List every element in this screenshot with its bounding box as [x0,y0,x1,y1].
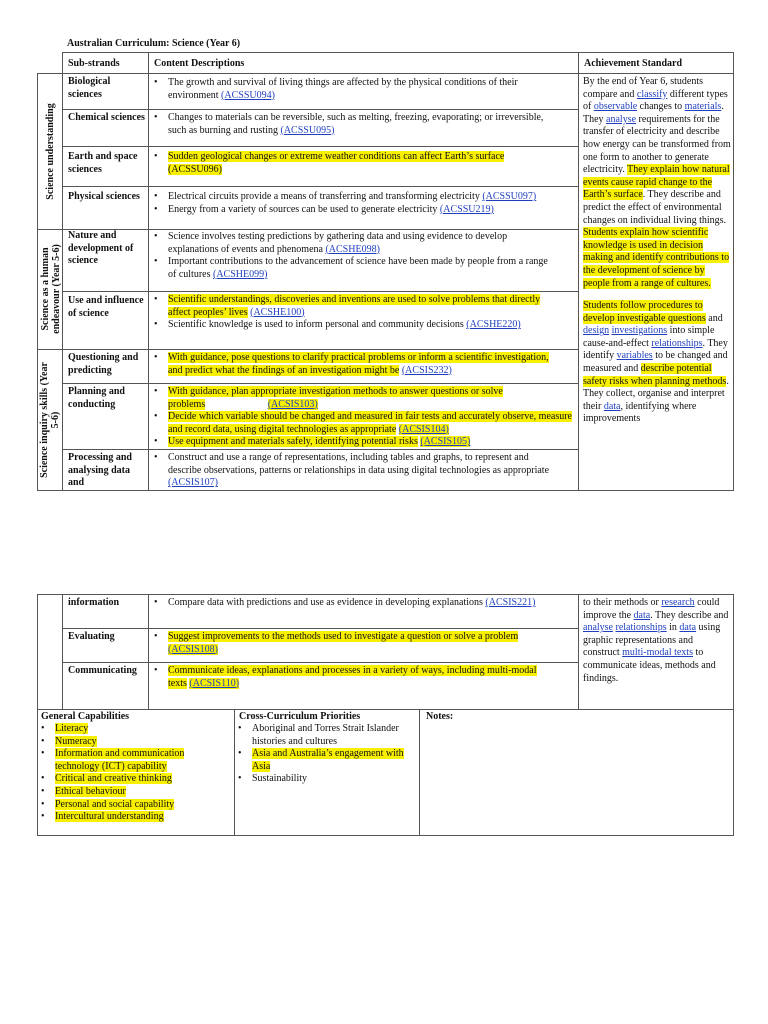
content-cell [148,291,579,350]
content-list-planning [151,386,576,449]
content-list-chemical [151,112,551,137]
achievement-cell-cont [578,594,734,710]
link-investigations[interactable]: investigations [611,325,668,337]
code-link[interactable]: (ACSHE220) [466,319,521,331]
link-materials[interactable]: materials [684,101,722,113]
content-cell [148,229,579,292]
code-link[interactable]: (ACSIS104) [398,423,449,435]
content-cell [148,73,579,110]
achievement-cell [578,73,734,491]
code-link[interactable]: (ACSIS107) [168,477,219,489]
content-item: • Compare data with predictions and use as evidence in developing explanations (ACSIS221) [151,597,576,610]
content-header: Content Descriptions [154,58,245,69]
content-item: • Scientific knowledge is used to inform personal and community decisions (ACSHE220) [151,319,556,332]
code-link[interactable]: (ACSHE099) [213,268,268,280]
substrand-information: information [68,597,120,608]
strand-label-inquiry-line1: Science inquiry skills (Year [39,362,50,478]
content-list-information [151,597,576,610]
content-cell [148,146,579,187]
substrand-cell [62,383,149,450]
priority-item: • Sustainability [235,773,415,786]
notes-heading: Notes: [426,711,454,722]
capability-item: • Information and communication technology (ICT) capability [38,748,228,773]
code-link[interactable]: (ACSSU094) [221,89,275,101]
substrand-evaluating: Evaluating [68,631,115,642]
content-item: • Changes to materials can be reversible, such as melting, freezing, evaporating; or irreversible, such as burning and rusting (ACSSU095) [151,112,551,137]
link-observable[interactable]: observable [593,101,638,113]
content-item: • Energy from a variety of sources can be used to generate electricity (ACSSU219) [151,204,576,217]
substrand-cell [62,291,149,350]
link-data[interactable]: data [633,609,651,621]
content-cell [148,594,579,629]
code-link[interactable]: (ACSSU097) [482,191,537,202]
code-link[interactable]: (ACSIS108) [168,643,219,655]
content-header-cell [148,52,579,74]
achievement-text-cont: to their methods or research could improve the data. They describe and analyse relationships in data using graphic representations and construct multi-modal texts to communicate ideas, methods and findings. [583,597,729,684]
content-list-biological [151,77,566,102]
substrand-cell [62,594,149,629]
link-classify[interactable]: classify [636,88,668,100]
substrand-cell [62,449,149,491]
link-relationships[interactable]: relationships [615,622,667,634]
code-link[interactable]: (ACSIS110) [189,677,240,689]
general-capabilities-heading: General Capabilities [41,711,130,722]
general-capabilities-cell [37,709,235,836]
code-link[interactable]: (ACSIS221) [485,597,536,608]
content-item: • Scientific understandings, discoveries and inventions are used to solve problems that directly affect peoples’ lives (ACSHE100) [151,294,556,319]
capability-item: • Critical and creative thinking [38,773,228,786]
content-item: • Important contributions to the advancement of science have been made by people from a range of cultures (ACSHE099) [151,256,556,281]
code-link[interactable]: (ACSIS105) [420,436,471,448]
substrand-biological: Biological sciences [68,76,111,100]
content-list-nature [151,231,556,281]
capability-item: • Literacy [38,723,228,736]
link-research[interactable]: research [661,597,695,608]
cross-curriculum-cell [234,709,420,836]
content-cell [148,383,579,450]
strand-label-endeavour-line1: Science as a human [40,247,51,331]
capability-item: • Numeracy [38,736,228,749]
priority-item: • Aboriginal and Torres Strait Islander histories and cultures [235,723,415,748]
content-item: • Use equipment and materials safely, identifying potential risks (ACSIS105) [151,436,576,449]
content-item: • With guidance, pose questions to clarify practical problems or inform a scientific investigation, and predict what the findings of an investigation might be (ACSIS232) [151,352,556,377]
strand-label-endeavour-line2: endeavour (Year 5-6) [51,244,62,334]
link-design[interactable]: design [583,325,610,337]
substrand-cell [62,628,149,663]
code-link[interactable]: (ACSHE098) [325,243,380,255]
link-relationships[interactable]: relationships [651,337,703,349]
strand-cell-inquiry [37,349,63,491]
code-link[interactable]: (ACSSU095) [280,124,335,136]
substrand-chemical: Chemical sciences [68,112,145,123]
substrand-cell [62,662,149,710]
content-list-physical [151,191,576,216]
substrand-nature-development: Nature and development of science [68,230,134,267]
substrand-cell [62,186,149,230]
content-item: • The growth and survival of living things are affected by the physical conditions of their environment (ACSSU094) [151,77,566,102]
content-item: • Electrical circuits provide a means of transferring and transforming electricity (ACSSU097) [151,191,576,204]
content-list-communicating [151,665,551,690]
substrand-cell [62,146,149,187]
content-list-evaluating [151,631,556,656]
content-list-earth [151,151,551,176]
achievement-header: Achievement Standard [584,58,683,69]
code-link[interactable]: (ACSSU096) [168,163,222,175]
capability-item: • Personal and social capability [38,799,228,812]
content-item: • Science involves testing predictions by gathering data and using evidence to develop explanations of events and phenomena (ACSHE098) [151,231,556,256]
cross-curriculum-heading: Cross-Curriculum Priorities [239,711,361,722]
content-cell [148,186,579,230]
substrand-communicating: Communicating [68,665,137,676]
content-item: • Decide which variable should be changed and measured in fair tests and accurately observe, measure and record data, using digital technologies as appropriate (ACSIS104) [151,411,576,436]
strand-cell-endeavour [37,229,63,350]
content-item: • With guidance, plan appropriate investigation methods to answer questions or solve problems (ACSIS103) [151,386,576,411]
link-variables[interactable]: variables [616,350,653,362]
strand-label-endeavour [40,229,62,349]
content-cell [148,109,579,147]
substrand-processing: Processing and analysing data and [68,452,132,489]
substrand-questioning: Questioning and predicting [68,352,139,376]
strand-label-inquiry [39,350,61,490]
substrands-header: Sub-strands [68,58,120,69]
substrand-use-influence: Use and influence of science [68,295,144,319]
link-data[interactable]: data [679,622,697,634]
code-link[interactable]: (ACSHE100) [250,306,305,318]
substrand-cell [62,229,149,292]
content-list-use [151,294,556,332]
strand-cell-inquiry-cont [37,594,63,710]
content-item: • Suggest improvements to the methods used to investigate a question or solve a problem (ACSIS108) [151,631,556,656]
content-list-questioning [151,352,556,377]
content-cell [148,349,579,384]
notes-cell [419,709,734,836]
substrand-cell [62,109,149,147]
achievement-text: By the end of Year 6, students compare and classify different types of observable changes to materials. They analyse requirements for the transfer of electricity and describe how energy can be transformed from one form to another to generate electricity. They explain how natural events cause rapid change to the Earth’s surface. They describe and predict the effect of environmental changes on individual living things. Students explain how scientific knowledge is used in decision making and identify contributions to the development of science by people from a range of cultures. Students follow procedures to develop investigable questions and design investigations into simple cause-and-effect relationships. They identify variables to be changed and measured and describe potential safety risks when planning methods. They collect, organise and interpret their data, identifying where improvements [583,76,731,425]
link-data[interactable]: data [603,400,621,412]
page-title: Australian Curriculum: Science (Year 6) [67,38,241,49]
code-link[interactable]: (ACSIS103) [267,398,318,410]
content-cell [148,662,579,710]
content-cell [148,628,579,663]
substrands-header-cell [62,52,149,74]
substrand-earth-space: Earth and space sciences [68,151,138,175]
content-item: • Construct and use a range of representations, including tables and graphs, to represent and describe observations, patterns or relationships in data using digital technologies as appropriate (ACSIS107) [151,452,556,490]
strand-label-understanding: Science understanding [45,103,56,200]
code-link[interactable]: (ACSIS232) [401,364,452,376]
code-link[interactable]: (ACSSU219) [439,203,494,215]
substrand-physical: Physical sciences [68,191,140,202]
achievement-header-cell [578,52,734,74]
general-capabilities-list [38,723,228,824]
link-analyse[interactable]: analyse [583,622,613,634]
link-analyse[interactable]: analyse [606,113,637,125]
strand-cell-understanding [37,73,63,230]
cross-curriculum-list [235,723,415,786]
strand-label-inquiry-line2: 5-6) [50,411,61,429]
priority-item: • Asia and Australia’s engagement with Asia [235,748,415,773]
link-multimodal-texts[interactable]: multi-modal texts [622,647,693,659]
substrand-planning: Planning and conducting [68,386,125,410]
substrand-cell [62,73,149,110]
content-list-processing [151,452,556,490]
capability-item: • Ethical behaviour [38,786,228,799]
capability-item: • Intercultural understanding [38,811,228,824]
content-item: • Sudden geological changes or extreme weather conditions can affect Earth’s surface (ACSSU096) [151,151,551,176]
substrand-cell [62,349,149,384]
content-item: • Communicate ideas, explanations and processes in a variety of ways, including multi-modal texts (ACSIS110) [151,665,551,690]
content-cell [148,449,579,491]
